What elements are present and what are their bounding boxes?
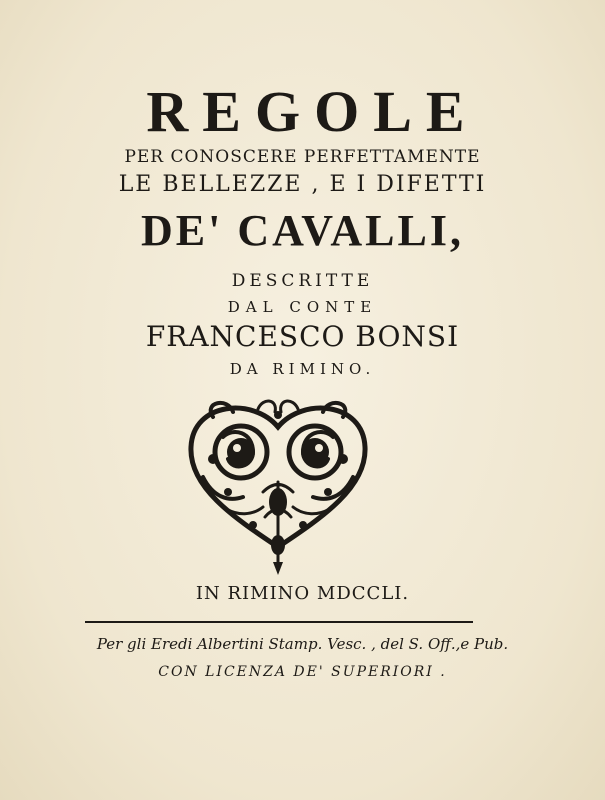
printers-ornament-icon [183,397,373,575]
imprint-place-date: IN RIMINO MDCCLI. [195,583,410,604]
subtitle-line-1: PER CONOSCERE PERFETTAMENTE [124,147,481,167]
book-title: REGOLE [146,79,479,144]
license-line: CON LICENZA DE' SUPERIORI . [158,664,447,680]
descritte-line: DESCRITTE [231,271,374,291]
subtitle-line-3: DE' CAVALLI, [141,206,464,255]
author-name: FRANCESCO BONSI [145,320,460,353]
author-origin: DA RIMINO. [229,360,376,378]
publisher-line: Per gli Eredi Albertini Stamp. Vesc. , del S. Off.,e Pub. [96,635,509,653]
dal-conte-line: DAL CONTE [227,298,378,316]
imprint-rule [85,621,473,623]
subtitle-line-2: LE BELLEZZE , E I DIFETTI [118,172,487,197]
